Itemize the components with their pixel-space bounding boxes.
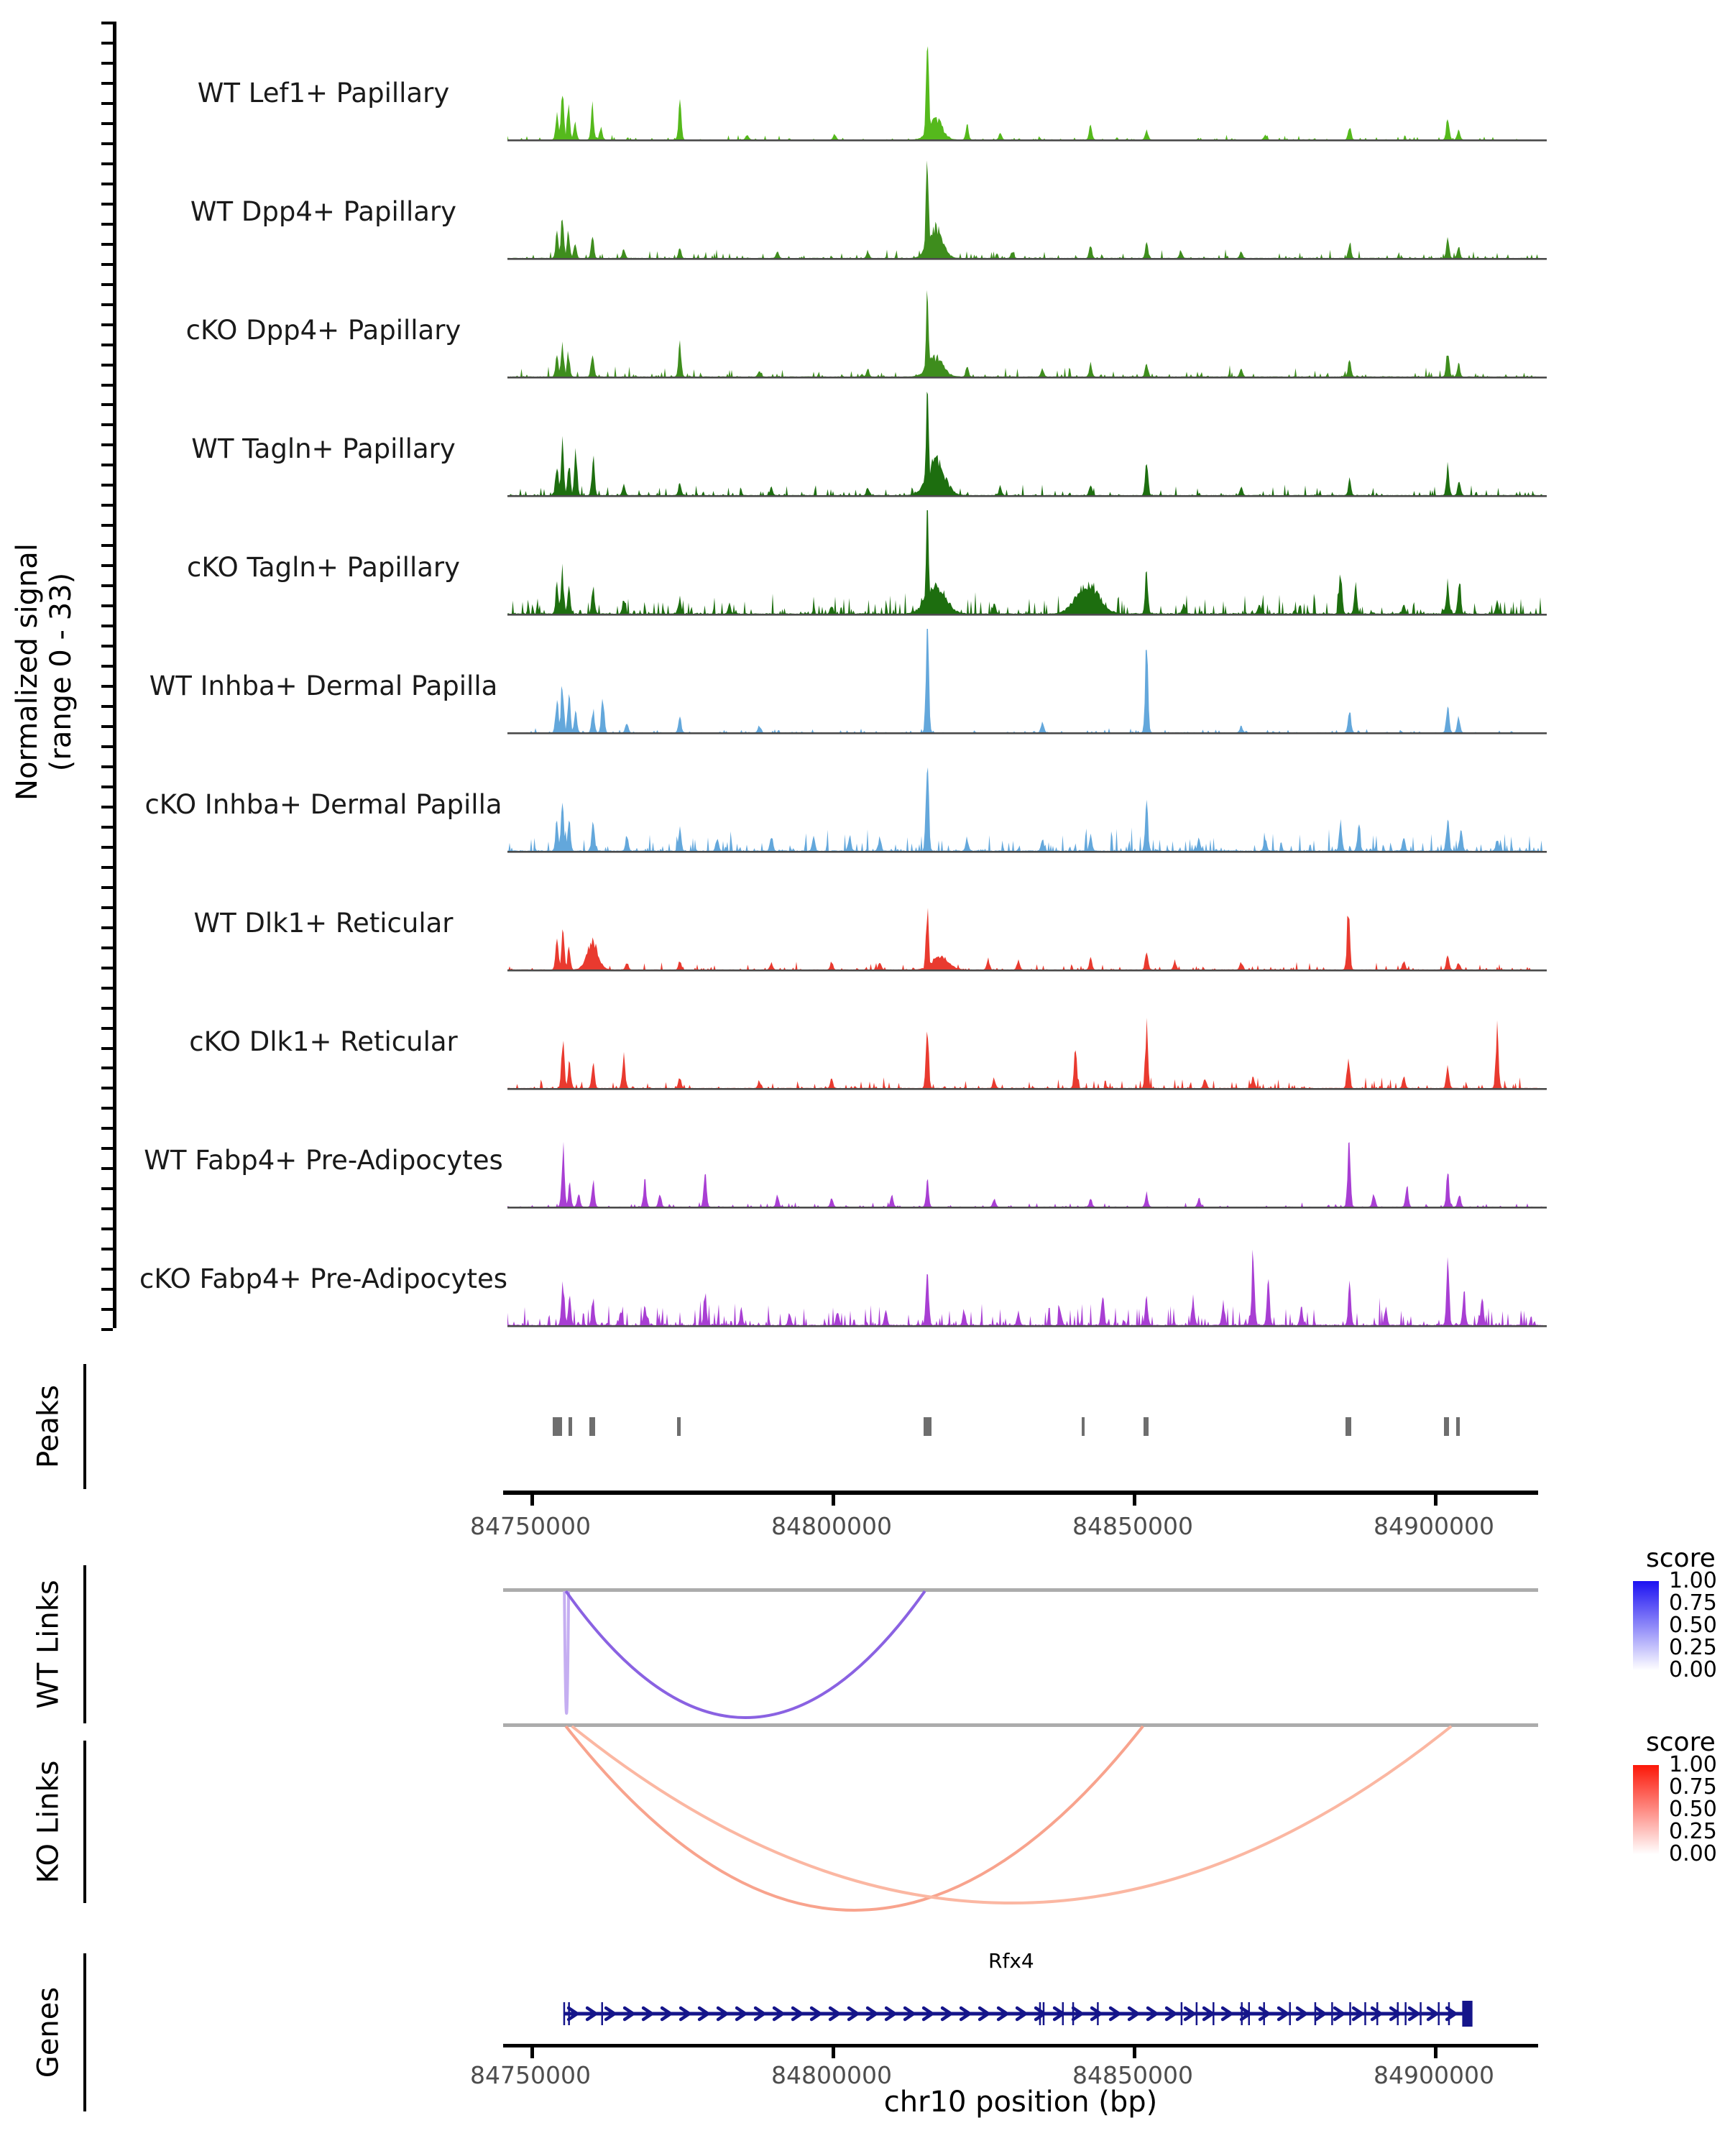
gene-name-label: Rfx4	[988, 1949, 1034, 1973]
axis-tick-label: 84850000	[1072, 1512, 1193, 1540]
genes-panel-label: Genes	[32, 1986, 65, 2078]
wt-legend-colorbar	[1633, 1581, 1659, 1670]
peak-call	[553, 1417, 562, 1436]
coverage-track	[507, 1219, 1547, 1328]
wt-legend-tick: 0.00	[1669, 1657, 1717, 1682]
coverage-track	[507, 152, 1547, 261]
coverage-track	[507, 1100, 1547, 1210]
coverage-track	[507, 982, 1547, 1091]
peak-call	[1144, 1417, 1149, 1436]
coverage-track	[507, 33, 1547, 142]
wt-links-arcs	[503, 1588, 1538, 1732]
ko-links-arcs	[503, 1723, 1538, 1921]
x-axis-title: chr10 position (bp)	[883, 2086, 1158, 2119]
track-label: cKO Fabp4+ Pre-Adipocytes	[139, 1263, 507, 1294]
wt-legend-title: score	[1646, 1544, 1716, 1573]
track-label: WT Dlk1+ Reticular	[193, 908, 454, 939]
track-label: WT Inhba+ Dermal Papilla	[149, 671, 498, 701]
peaks-bracket	[83, 1364, 86, 1489]
x-axis-2-line	[503, 2044, 1538, 2047]
peak-call	[677, 1417, 681, 1436]
ko-links-bracket	[83, 1741, 86, 1903]
peaks-panel-label: Peaks	[32, 1385, 65, 1468]
track-label: WT Lef1+ Papillary	[197, 78, 450, 109]
axis-tick-label: 84900000	[1374, 1512, 1494, 1540]
wt-legend-tick: 0.75	[1669, 1590, 1717, 1616]
ko-legend-tick: 1.00	[1669, 1752, 1717, 1777]
coverage-track	[507, 626, 1547, 735]
track-label: cKO Dpp4+ Papillary	[185, 315, 461, 346]
axis-tick-label: 84750000	[470, 1512, 591, 1540]
ko-legend-tick: 0.25	[1669, 1819, 1717, 1844]
wt-links-panel-label: WT Links	[32, 1580, 65, 1709]
coverage-track	[507, 863, 1547, 972]
peak-call	[1444, 1417, 1449, 1436]
ko-legend-colorbar	[1633, 1765, 1659, 1854]
axis-tick-label: 84750000	[470, 2061, 591, 2089]
ko-legend-title: score	[1646, 1728, 1716, 1757]
ko-legend-tick: 0.00	[1669, 1841, 1717, 1866]
coverage-track	[507, 745, 1547, 854]
track-label: cKO Tagln+ Papillary	[186, 552, 461, 583]
peak-call	[1082, 1417, 1085, 1436]
track-label: WT Dpp4+ Papillary	[190, 196, 457, 227]
peak-call	[589, 1417, 595, 1436]
wt-legend-tick: 0.50	[1669, 1613, 1717, 1638]
y-axis-label	[11, 543, 78, 801]
ko-legend-tick: 0.50	[1669, 1797, 1717, 1822]
peak-call	[1456, 1417, 1460, 1436]
axis-tick-label: 84900000	[1374, 2061, 1494, 2089]
axis-tick-label: 84800000	[771, 2061, 892, 2089]
wt-legend-tick: 1.00	[1669, 1568, 1717, 1593]
coverage-track	[507, 389, 1547, 498]
track-label: cKO Dlk1+ Reticular	[189, 1026, 458, 1057]
coverage-track	[507, 270, 1547, 379]
genes-bracket	[83, 1953, 86, 2111]
ko-legend-tick: 0.75	[1669, 1774, 1717, 1800]
peak-call	[1346, 1417, 1351, 1436]
wt-links-bracket	[83, 1565, 86, 1723]
track-label: WT Tagln+ Papillary	[191, 433, 456, 464]
axis-tick-label: 84850000	[1072, 2061, 1193, 2089]
track-label: cKO Inhba+ Dermal Papilla	[144, 789, 502, 820]
track-label: WT Fabp4+ Pre-Adipocytes	[144, 1145, 503, 1176]
wt-legend-tick: 0.25	[1669, 1635, 1717, 1660]
x-axis-1-line	[503, 1491, 1538, 1495]
peak-call	[569, 1417, 572, 1436]
y-axis-label-line2: (range 0 - 33)	[45, 572, 78, 772]
gene-model	[507, 1989, 1547, 2040]
peak-call	[924, 1417, 932, 1436]
y-axis-label-line1: Normalized signal	[10, 543, 44, 801]
coverage-track	[507, 507, 1547, 617]
axis-tick-label: 84800000	[771, 1512, 892, 1540]
ko-links-panel-label: KO Links	[32, 1760, 65, 1884]
